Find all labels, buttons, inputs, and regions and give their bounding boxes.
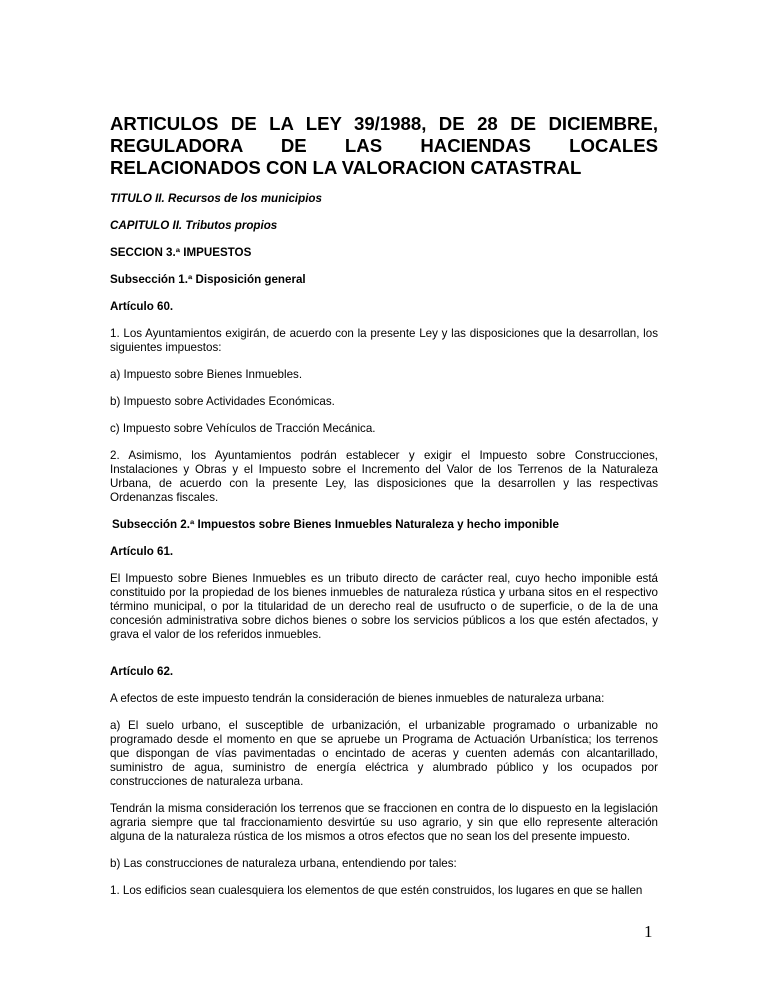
article-61-paragraph: El Impuesto sobre Bienes Inmuebles es un tributo directo de carácter real, cuyo hecho imponible está constituido por la propiedad de los bienes inmuebles de naturaleza rústica y urbana sitos en el respectivo término municipal, o por la titularidad de un derecho real de usufructo o de superficie, o de la de una concesión administrativa sobre dichos bienes o sobre los servicios públicos a los que estén afectados, y grava el valor de los referidos inmuebles. xyxy=(110,572,658,641)
article-60-heading: Artículo 60. xyxy=(110,300,174,313)
article-62-item-b: b) Las construcciones de naturaleza urbana, entendiendo por tales: xyxy=(110,857,457,870)
article-60-item-a: a) Impuesto sobre Bienes Inmuebles. xyxy=(110,368,303,381)
article-60-paragraph-2: 2. Asimismo, los Ayuntamientos podrán establecer y exigir el Impuesto sobre Construcciones, Instalaciones y Obras y el Impuesto sobre el Incremento del Valor de los Terrenos de la Naturaleza Urbana, de acuerdo con la presente Ley, las disposiciones que la desarrollen y las respectivas Ordenanzas fiscales. xyxy=(110,449,658,504)
article-60-item-b: b) Impuesto sobre Actividades Económicas. xyxy=(110,395,335,408)
article-60-item-c: c) Impuesto sobre Vehículos de Tracción Mecánica. xyxy=(110,422,376,435)
subseccion-2-heading: Subsección 2.ª Impuestos sobre Bienes Inmuebles Naturaleza y hecho imponible xyxy=(112,518,559,531)
article-62-paragraph-2: Tendrán la misma consideración los terrenos que se fraccionen en contra de lo dispuesto en la legislación agraria siempre que tal fraccionamiento desvirtúe su uso agrario, y sin que ello represente alteración alguna de la naturaleza rústica de los mismos a otros efectos que no sean los del presente impuesto. xyxy=(110,802,658,843)
titulo-heading: TITULO II. Recursos de los municipios xyxy=(110,192,322,205)
page-number: 1 xyxy=(644,922,653,941)
seccion-heading: SECCION 3.ª IMPUESTOS xyxy=(110,246,252,259)
article-62-item-b1: 1. Los edificios sean cualesquiera los elementos de que estén construidos, los lugares en que se hallen xyxy=(110,884,643,897)
article-61-heading: Artículo 61. xyxy=(110,545,174,558)
subseccion-1-heading: Subsección 1.ª Disposición general xyxy=(110,273,306,286)
document-title: ARTICULOS DE LA LEY 39/1988, DE 28 DE DICIEMBRE, REGULADORA DE LAS HACIENDAS LOCALES RELACIONADOS CON LA VALORACION CATASTRAL xyxy=(110,113,658,178)
article-62-heading: Artículo 62. xyxy=(110,665,174,678)
article-60-paragraph-1: 1. Los Ayuntamientos exigirán, de acuerdo con la presente Ley y las disposiciones que la desarrollan, los siguientes impuestos: xyxy=(110,327,658,354)
document-body xyxy=(110,113,658,911)
article-62-paragraph-1: A efectos de este impuesto tendrán la consideración de bienes inmuebles de naturaleza urbana: xyxy=(110,692,605,705)
article-62-item-a: a) El suelo urbano, el susceptible de urbanización, el urbanizable programado o urbanizable no programado desde el momento en que se apruebe un Programa de Actuación Urbanística; los terrenos que dispongan de vías pavimentadas o encintado de aceras y cuenten además con alcantarillado, suministro de agua, suministro de energía eléctrica y alumbrado público y los ocupados por construcciones de naturaleza urbana. xyxy=(110,719,658,788)
capitulo-heading: CAPITULO II. Tributos propios xyxy=(110,219,278,232)
